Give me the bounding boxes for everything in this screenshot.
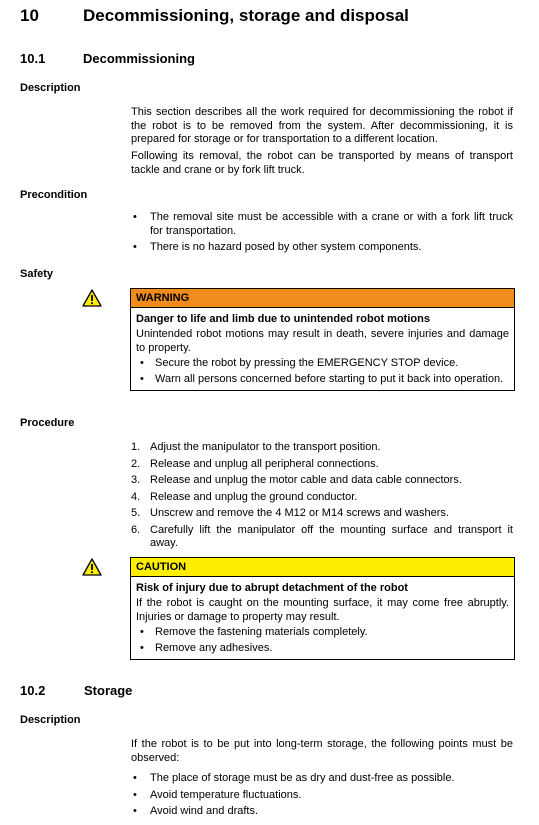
list-item: • The removal site must be accessible with a crane or with a fork lift truck for transportation. bbox=[133, 211, 513, 237]
list-item: • Remove the fastening materials completely. bbox=[140, 626, 368, 638]
caution-header: CAUTION bbox=[131, 558, 514, 577]
description-label: Description bbox=[20, 82, 81, 94]
bullet: • bbox=[140, 626, 144, 638]
list-item: • Warn all persons concerned before starting to put it back into operation. bbox=[140, 372, 504, 385]
precondition-list bbox=[131, 211, 513, 258]
warning-box bbox=[130, 288, 515, 391]
list-item: 4. Release and unplug the ground conductor. bbox=[131, 490, 358, 503]
bullet: • bbox=[133, 211, 137, 223]
list-item: • There is no hazard posed by other system components. bbox=[133, 241, 422, 253]
safety-label: Safety bbox=[20, 268, 54, 280]
caution-text: If the robot is caught on the mounting surface, it may come free abruptly. Injuries or damage to property may result. bbox=[136, 597, 509, 623]
description-label: Description bbox=[20, 714, 81, 726]
section-title: Storage bbox=[84, 683, 133, 698]
list-item: 3. Release and unplug the motor cable and data cable connectors. bbox=[131, 474, 462, 486]
bullet: • bbox=[140, 372, 144, 385]
description-paragraph: Following its removal, the robot can be transported by means of transport tackle and crane or by fork lift truck. bbox=[131, 150, 513, 176]
list-item: • Secure the robot by pressing the EMERGENCY STOP device. bbox=[140, 357, 459, 369]
step-number: 1. bbox=[131, 441, 141, 453]
warning-triangle-icon bbox=[82, 558, 102, 576]
bullet: • bbox=[133, 241, 137, 253]
procedure-list bbox=[131, 441, 513, 554]
section-number: 10.2 bbox=[20, 683, 46, 698]
caution-title: Risk of injury due to abrupt detachment of the robot bbox=[136, 582, 408, 594]
storage-intro: If the robot is to be put into long-term storage, the following points must be observed: bbox=[131, 738, 513, 764]
procedure-label: Procedure bbox=[20, 417, 75, 429]
list-item: 5. Unscrew and remove the 4 M12 or M14 screws and washers. bbox=[131, 507, 449, 519]
step-number: 6. bbox=[131, 523, 141, 536]
list-item: • Remove any adhesives. bbox=[140, 641, 273, 654]
step-number: 5. bbox=[131, 507, 141, 519]
section-number: 10.1 bbox=[20, 51, 46, 66]
step-number: 3. bbox=[131, 474, 141, 486]
warning-list bbox=[131, 357, 514, 386]
bullet: • bbox=[133, 788, 137, 801]
warning-triangle-icon bbox=[82, 289, 102, 307]
list-item: 1. Adjust the manipulator to the transport position. bbox=[131, 441, 381, 453]
precondition-label: Precondition bbox=[20, 189, 88, 201]
warning-text: Unintended robot motions may result in death, severe injuries and damage to property. bbox=[136, 328, 509, 354]
bullet: • bbox=[140, 641, 144, 654]
step-number: 4. bbox=[131, 490, 141, 503]
chapter-title: Decommissioning, storage and disposal bbox=[83, 6, 409, 25]
list-item: • Avoid wind and drafts. bbox=[133, 805, 259, 817]
step-number: 2. bbox=[131, 457, 141, 470]
section-title: Decommissioning bbox=[83, 51, 195, 66]
warning-title: Danger to life and limb due to unintended robot motions bbox=[136, 313, 430, 325]
bullet: • bbox=[140, 357, 144, 369]
caution-box bbox=[130, 557, 515, 660]
bullet: • bbox=[133, 805, 137, 817]
chapter-number: 10 bbox=[20, 6, 39, 25]
warning-header: WARNING bbox=[131, 289, 514, 308]
storage-list bbox=[131, 772, 513, 822]
list-item: • The place of storage must be as dry and dust-free as possible. bbox=[133, 772, 455, 784]
bullet: • bbox=[133, 772, 137, 784]
caution-list bbox=[131, 626, 514, 655]
description-paragraph: This section describes all the work required for decommissioning the robot if the robot is to be removed from the system. After decommissioning, it is prepared for storage or for transportation to a different location. bbox=[131, 106, 513, 145]
list-item: 6. Carefully lift the manipulator off the mounting surface and transport it away. bbox=[131, 523, 513, 549]
list-item: • Avoid temperature fluctuations. bbox=[133, 788, 302, 801]
list-item: 2. Release and unplug all peripheral connections. bbox=[131, 457, 379, 470]
